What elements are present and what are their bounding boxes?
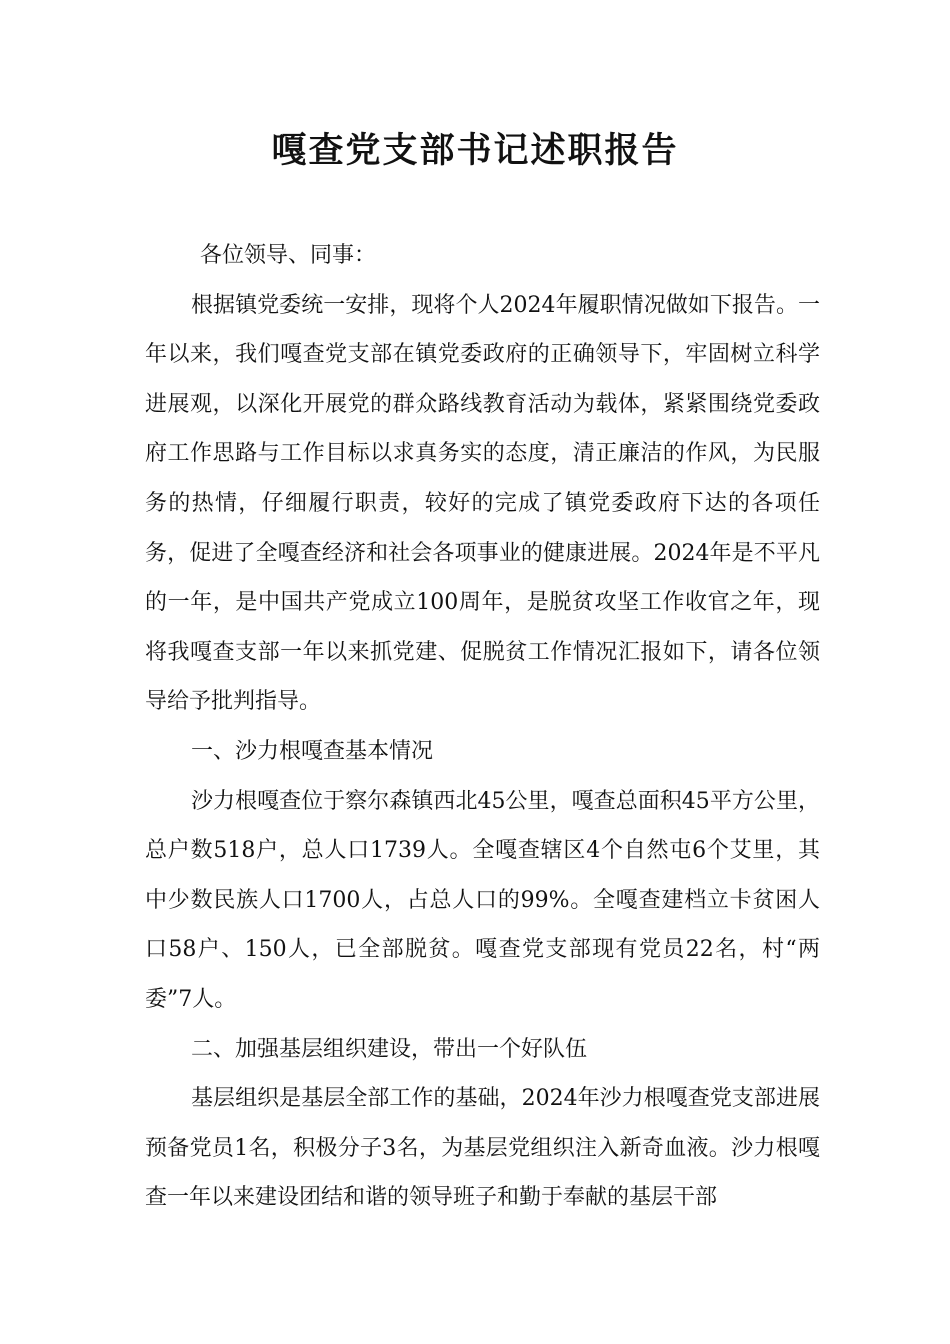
section-1-paragraph: 沙力根嘎查位于察尔森镇西北45公里，嘎查总面积45平方公里，总户数518户，总人口1739人。全嘎查辖区4个自然屯6个艾里，其中少数民族人口1700人，占总人口的99%。全嘎查建档立卡贫困人口58户、150人，已全部脱贫。嘎查党支部现有党员22名，村“两委”7人。 xyxy=(145,788,820,1012)
document-body xyxy=(145,231,820,1223)
section-2-paragraph: 基层组织是基层全部工作的基础，2024年沙力根嘎查党支部进展预备党员1名，积极分子3名，为基层党组织注入新奇血液。沙力根嘎查一年以来建设团结和谐的领导班子和勤于奉献的基层干部 xyxy=(145,1086,820,1211)
section-2-heading: 二、加强基层组织建设，带出一个好队伍 xyxy=(191,1036,588,1062)
section-1-heading: 一、沙力根嘎查基本情况 xyxy=(191,738,434,764)
salutation: 各位领导、同事： xyxy=(200,243,377,268)
document-title: 嘎查党支部书记述职报告 xyxy=(271,131,679,171)
intro-paragraph: 根据镇党委统一安排，现将个人2024年履职情况做如下报告。一年以来，我们嘎查党支部在镇党委政府的正确领导下，牢固树立科学进展观，以深化开展党的群众路线教育活动为载体，紧紧围绕党委政府工作思路与工作目标以求真务实的态度，清正廉洁的作风，为民服务的热情，仔细履行职责，较好的完成了镇党委政府下达的各项任务，促进了全嘎查经济和社会各项事业的健康进展。2024年是不平凡的一年，是中国共产党成立100周年，是脱贫攻坚工作收官之年，现将我嘎查支部一年以来抓党建、促脱贫工作情况汇报如下，请各位领导给予批判指导。 xyxy=(145,292,820,715)
